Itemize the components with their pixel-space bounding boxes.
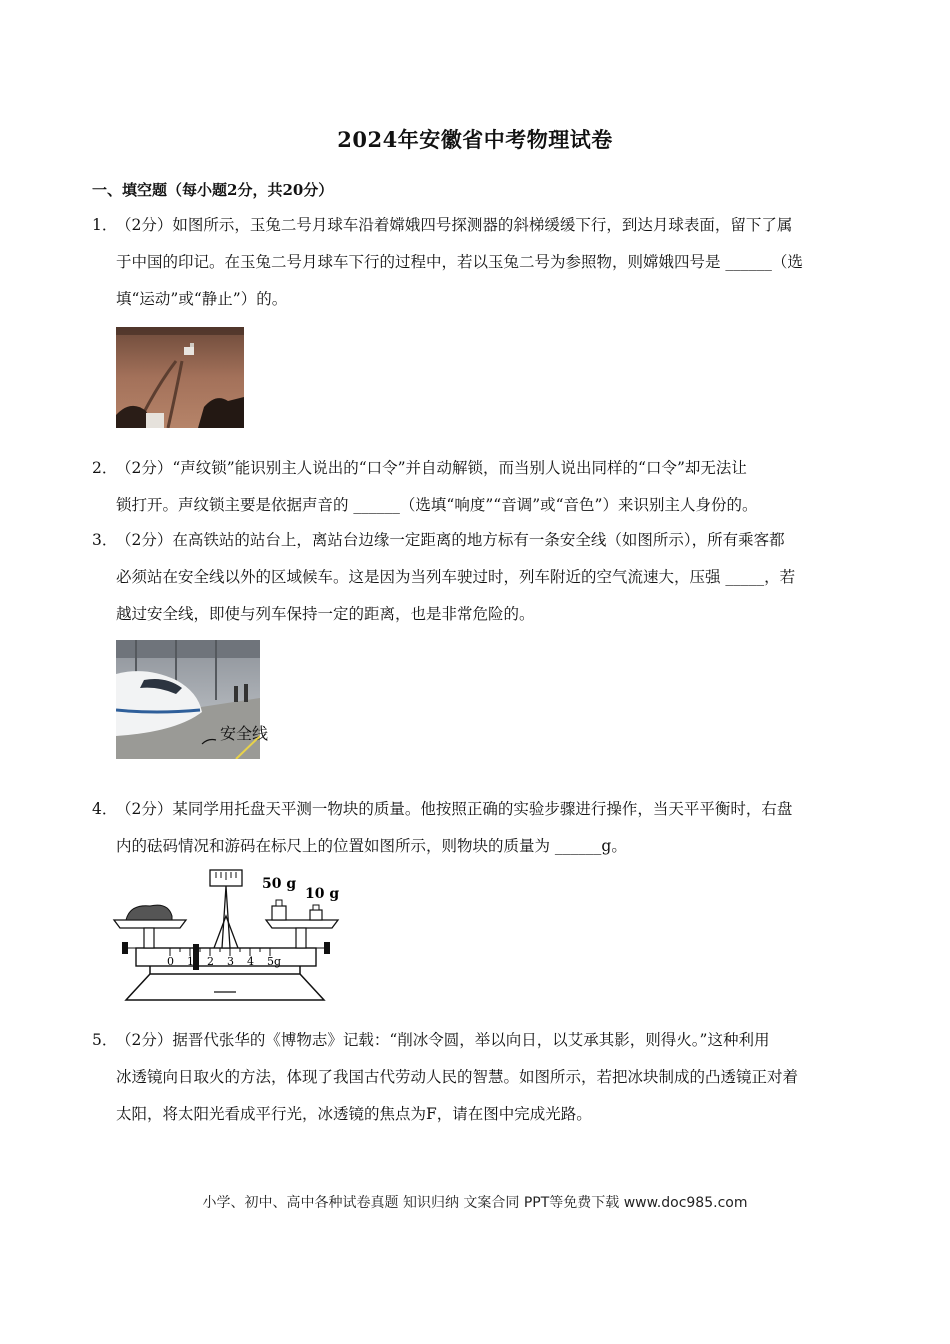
question-line: 越过安全线，即使与列车保持一定的距离，也是非常危险的。: [116, 605, 535, 623]
question-line: 内的砝码情况和游码在标尺上的位置如图所示，则物块的质量为 ______g。: [116, 837, 627, 855]
weight-label: 10 g: [305, 886, 340, 902]
question-2: [92, 450, 860, 524]
scale-label: 0: [167, 955, 174, 968]
question-3: [92, 522, 860, 633]
scale-label: 1: [187, 955, 194, 968]
scale-label: 5g: [267, 955, 282, 968]
moon-rover-photo: [116, 327, 244, 428]
scale-label: 2: [207, 955, 214, 968]
page-title: 2024年安徽省中考物理试卷: [337, 127, 613, 152]
weight-50g: [272, 906, 286, 920]
weight-label: 50 g: [262, 876, 297, 892]
weight-10g: [310, 910, 322, 920]
question-line: 于中国的印记。在玉兔二号月球车下行的过程中，若以玉兔二号为参照物，则嫦娥四号是 ______（选: [116, 253, 803, 271]
question-number: 1．: [92, 216, 118, 234]
question-line: 太阳，将太阳光看成平行光，冰透镜的焦点为F，请在图中完成光路。: [116, 1105, 592, 1123]
question-1: [92, 207, 860, 318]
question-number: 4．: [92, 800, 118, 818]
scale-label: 4: [247, 955, 254, 968]
question-line: 必须站在安全线以外的区域候车。这是因为当列车驶过时，列车附近的空气流速大，压强 _____，若: [116, 568, 796, 586]
object-block: [126, 905, 172, 920]
train-platform-photo: [116, 640, 276, 760]
question-line: 锁打开。声纹锁主要是依据声音的 ______（选填“响度”“音调”或“音色”）来识别主人身份的。: [116, 496, 758, 514]
question-number: 2．: [92, 459, 118, 477]
question-line: （2分）据晋代张华的《博物志》记载：“削冰令圆，举以向日，以艾承其影，则得火。”这种利用: [116, 1031, 770, 1049]
question-5: [92, 1022, 860, 1133]
question-line: （2分）某同学用托盘天平测一物块的质量。他按照正确的实验步骤进行操作，当天平平衡时，右盘: [116, 800, 793, 818]
question-line: （2分）在高铁站的站台上，离站台边缘一定距离的地方标有一条安全线（如图所示），所有乘客都: [116, 531, 785, 549]
question-line: 冰透镜向日取火的方法，体现了我国古代劳动人民的智慧。如图所示，若把冰块制成的凸透镜正对着: [116, 1068, 799, 1086]
question-line: （2分）“声纹锁”能识别主人说出的“口令”并自动解锁，而当别人说出同样的“口令”却无法让: [116, 459, 747, 477]
safety-line-label: 安全线: [220, 724, 269, 743]
scale-label: 3: [227, 955, 234, 968]
question-line: 填“运动”或“静止”）的。: [116, 290, 288, 308]
page-footer: 小学、初中、高中各种试卷真题 知识归纳 文案合同 PPT等免费下载 www.doc985.com: [202, 1195, 748, 1211]
question-line: （2分）如图所示，玉兔二号月球车沿着嫦娥四号探测器的斜梯缓缓下行，到达月球表面，留下了属: [116, 216, 793, 234]
question-number: 3．: [92, 531, 118, 549]
balance-diagram: [110, 866, 342, 1002]
question-4: [92, 791, 860, 865]
question-number: 5．: [92, 1031, 118, 1049]
section-heading: 一、填空题（每小题2分，共20分）: [92, 181, 334, 199]
